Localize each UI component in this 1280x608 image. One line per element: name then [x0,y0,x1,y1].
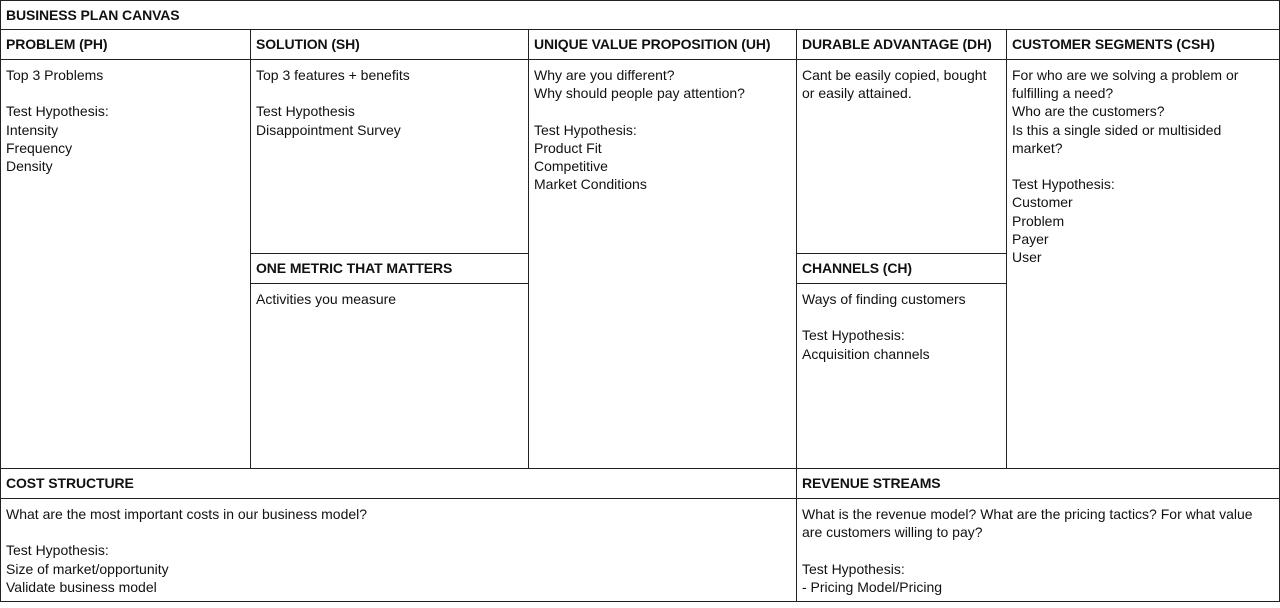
revenue-streams-line: What is the revenue model? What are the pricing tactics? For what value are customers willing to pay? [802,506,1253,541]
spacer [1012,157,1273,175]
uvp-body [528,59,797,469]
revenue-streams-line: Test Hypothesis: [802,560,905,577]
cost-structure-line: What are the most important costs in our business model? [6,506,368,522]
uvp-line: Competitive [534,158,608,174]
cost-structure-line: Size of market/opportunity [6,560,169,577]
customer-segments-body [1006,59,1280,469]
spacer [802,308,1000,326]
revenue-streams-line: - Pricing Model/Pricing [802,578,943,595]
problem-body [0,59,251,469]
uvp-line: Test Hypothesis: [534,121,637,138]
cost-structure-body [0,498,797,602]
problem-line: Top 3 Problems [6,67,104,83]
durable-advantage-header: DURABLE ADVANTAGE (DH) [796,29,1007,60]
uvp-header: UNIQUE VALUE PROPOSITION (UH) [528,29,797,60]
spacer [802,541,1273,559]
spacer [256,84,522,102]
channels-line: Ways of finding customers [802,291,966,307]
solution-header: SOLUTION (SH) [250,29,529,60]
uvp-line: Why are you different? [534,67,675,83]
solution-line: Disappointment Survey [256,121,401,138]
customer-segments-line: Who are the customers? [1012,103,1165,120]
customer-segments-line: Payer [1012,230,1049,247]
solution-line: Test Hypothesis [256,103,355,120]
channels-line: Acquisition channels [802,345,930,362]
uvp-line: Product Fit [534,139,602,156]
spacer [6,84,244,102]
customer-segments-line: Is this a single sided or multisided market? [1012,121,1222,156]
customer-segments-line: User [1012,249,1042,266]
durable-advantage-body [796,59,1007,254]
cost-structure-line: Test Hypothesis: [6,542,109,559]
durable-advantage-line: Cant be easily copied, bought or easily attained. [802,67,987,102]
spacer [6,523,790,541]
uvp-line: Why should people pay attention? [534,85,745,102]
customer-segments-line: Customer [1012,194,1073,211]
problem-line: Intensity [6,121,59,138]
metric-header: ONE METRIC THAT MATTERS [250,253,529,284]
canvas-title: BUSINESS PLAN CANVAS [0,0,1280,30]
channels-line: Test Hypothesis: [802,327,905,344]
customer-segments-line: Test Hypothesis: [1012,176,1115,193]
solution-line: Top 3 features + benefits [256,67,410,83]
spacer [534,102,790,120]
metric-body [250,283,529,469]
customer-segments-line: Problem [1012,212,1065,229]
channels-header: CHANNELS (CH) [796,253,1007,284]
cost-structure-line: Validate business model [6,578,157,595]
problem-line: Density [6,158,53,174]
solution-body [250,59,529,254]
uvp-line: Market Conditions [534,176,647,193]
problem-line: Test Hypothesis: [6,103,109,120]
cost-structure-header: COST STRUCTURE [0,468,797,499]
metric-line: Activities you measure [256,291,397,307]
customer-segments-header: CUSTOMER SEGMENTS (CSH) [1006,29,1280,60]
revenue-streams-header: REVENUE STREAMS [796,468,1280,499]
problem-line: Frequency [6,139,73,156]
customer-segments-line: For who are we solving a problem or fulfilling a need? [1012,67,1239,102]
channels-body [796,283,1007,469]
revenue-streams-body [796,498,1280,602]
problem-header: PROBLEM (PH) [0,29,251,60]
